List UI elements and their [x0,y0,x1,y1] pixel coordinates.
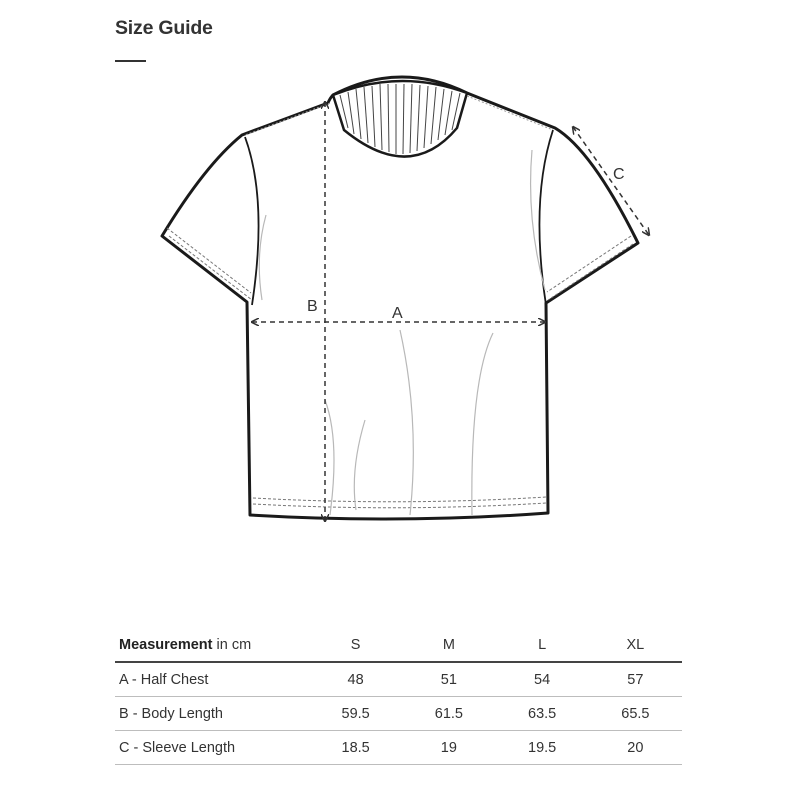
table-cell: 63.5 [528,705,557,722]
measurement-unit: in cm [212,636,252,653]
table-cell: 51 [440,671,457,688]
table-row [115,731,682,765]
table-cell: 19 [440,739,457,756]
table-cell: 19.5 [528,739,557,756]
table-cell: 18.5 [341,739,370,756]
table-cell: 61.5 [434,705,463,722]
dimension-c-label: C [613,166,625,183]
table-cell: 54 [534,671,551,688]
size-header-l: L [538,636,547,653]
page-title: Size Guide [115,17,213,39]
table-row [115,662,682,697]
size-header-xl: XL [626,636,645,653]
table-cell: 48 [347,671,364,688]
size-header-s: S [350,636,361,653]
row-label: B - Body Length [119,705,223,722]
measurement-header-label: Measurement [119,636,213,653]
table-cell: 65.5 [621,705,650,722]
row-label: C - Sleeve Length [119,739,236,756]
table-header-row [115,628,682,662]
dimension-b-label: B [307,298,318,315]
table-cell: 57 [627,671,644,688]
row-label: A - Half Chest [119,671,209,688]
measurement-header [115,628,309,662]
table-row [115,697,682,731]
size-table [115,628,682,765]
dimension-a-label: A [392,305,403,322]
table-cell: 59.5 [341,705,370,722]
table-cell: 20 [627,739,644,756]
size-header-m: M [442,636,455,653]
